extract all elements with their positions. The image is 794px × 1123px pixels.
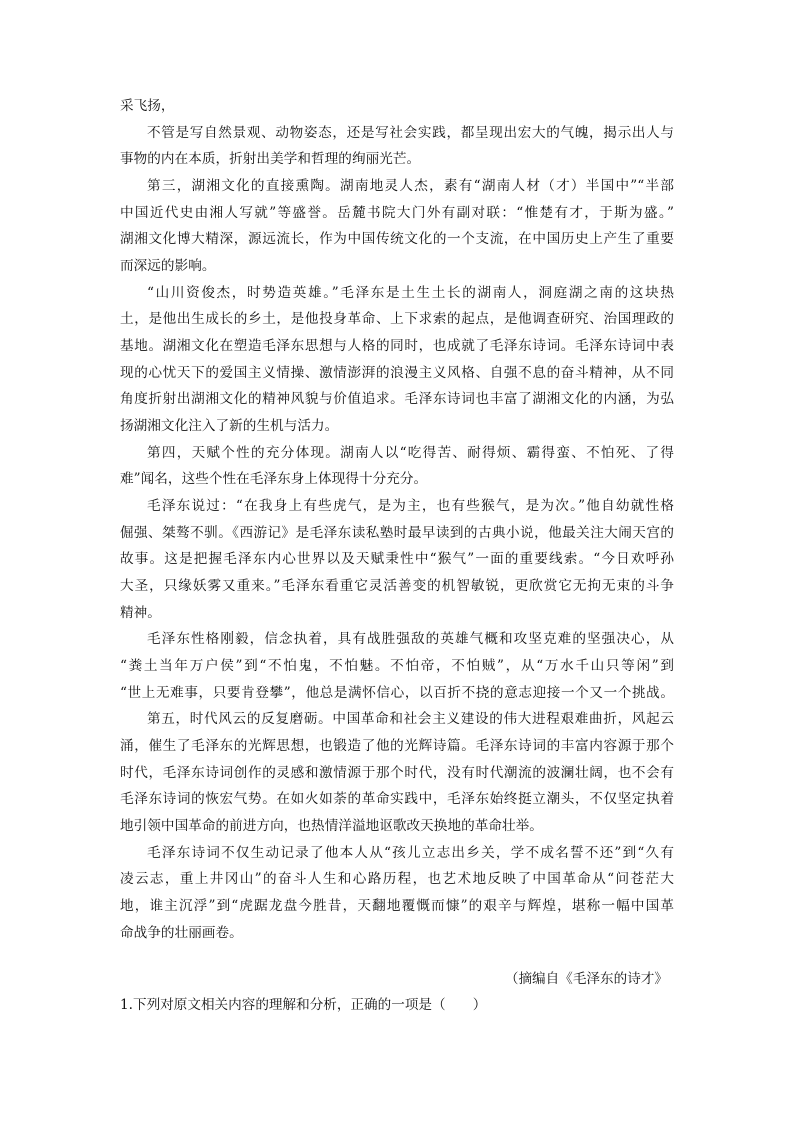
text-line: 而深远的影响。 xyxy=(120,258,216,274)
text-line: 毛泽东诗词的恢宏气势。在如火如荼的革命实践中，毛泽东始终挺立潮头，不仅坚定执着 xyxy=(120,791,674,807)
text-line: 中国近代史由湘人写就”等盛誉。岳麓书院大门外有副对联：“惟楚有才，于斯为盛。” xyxy=(120,205,674,221)
text-line: 故事。这是把握毛泽东内心世界以及天赋秉性中“猴气”一面的重要线索。“今日欢呼孙 xyxy=(120,551,674,567)
text-line: 角度折射出湖湘文化的精神风貌与价值追求。毛泽东诗词也丰富了湖湘文化的内涵，为弘 xyxy=(120,391,674,407)
text-line: 湖湘文化博大精深，源远流长，作为中国传统文化的一个支流，在中国历史上产生了重要 xyxy=(120,231,674,247)
text-line: “世上无难事，只要肯登攀”，他总是满怀信心，以百折不挠的意志迎接一个又一个挑战。 xyxy=(120,685,674,701)
text-line: 土，是他出生成长的乡土，是他投身革命、上下求索的起点，是他调查研究、治国理政的 xyxy=(120,311,674,327)
text-line: 采飞扬， xyxy=(120,98,175,114)
text-line: 涌，催生了毛泽东的光辉思想，也锻造了他的光辉诗篇。毛泽东诗词的丰富内容源于那个 xyxy=(120,738,674,754)
text-line: “山川资俊杰，时势造英雄。”毛泽东是土生土长的湖南人，洞庭湖之南的这块热 xyxy=(147,285,674,301)
text-line: “粪土当年万户侯”到“不怕鬼，不怕魅。不怕帝，不怕贼”，从“万水千山只等闲”到 xyxy=(120,658,674,674)
document-page xyxy=(120,94,674,1034)
text-line: 扬湖湘文化注入了新的生机与活力。 xyxy=(120,418,339,434)
text-line: 事物的内在本质，折射出美学和哲理的绚丽光芒。 xyxy=(120,151,421,167)
text-line: 第三，湖湘文化的直接熏陶。湖南地灵人杰，素有“湖南人材（才）半国中”“半部 xyxy=(147,178,674,194)
text-line: 凌云志，重上井冈山”的奋斗人生和心路历程，也艺术地反映了中国革命从“问苍茫大 xyxy=(120,871,674,887)
text-line: 地，谁主沉浮”到“虎踞龙盘今胜昔，天翻地覆慨而慷”的艰辛与辉煌，堪称一幅中国革 xyxy=(120,898,674,914)
text-line: 第五，时代风云的反复磨砺。中国革命和社会主义建设的伟大进程艰难曲折，风起云 xyxy=(147,711,674,727)
text-line: 大圣，只缘妖雾又重来。”毛泽东看重它灵活善变的机智敏锐，更欣赏它无拘无束的斗争 xyxy=(120,578,674,594)
text-line: 难”闻名，这些个性在毛泽东身上体现得十分充分。 xyxy=(120,471,428,487)
text-line: 不管是写自然景观、动物姿态，还是写社会实践，都呈现出宏大的气魄，揭示出人与 xyxy=(147,125,674,141)
text-line: 基地。湖湘文化在塑造毛泽东思想与人格的同时，也成就了毛泽东诗词。毛泽东诗词中表 xyxy=(120,338,674,354)
text-line: 命战争的壮丽画卷。 xyxy=(120,925,243,941)
text-line: 倔强、桀骜不驯。《西游记》是毛泽东读私塾时最早读到的古典小说，他最关注大闹天宫的 xyxy=(120,525,674,541)
text-line: 地引领中国革命的前进方向，也热情洋溢地讴歌改天换地的革命壮举。 xyxy=(120,818,543,834)
text-line: 毛泽东诗词不仅生动记录了他本人从“孩儿立志出乡关，学不成名誓不还”到“久有 xyxy=(147,845,674,861)
text-line: 毛泽东性格刚毅，信念执着，具有战胜强敌的英雄气概和攻坚克难的坚强决心，从 xyxy=(147,631,674,647)
text-line: 第四，天赋个性的充分体现。湖南人以“吃得苦、耐得烦、霸得蛮、不怕死、了得 xyxy=(147,445,674,461)
question-stem: 1.下列对原文相关内容的理解和分析，正确的一项是（ ） xyxy=(120,997,487,1013)
text-line: 精神。 xyxy=(120,605,161,621)
text-line: 毛泽东说过：“在我身上有些虎气，是为主，也有些猴气，是为次。”他自幼就性格 xyxy=(147,498,674,514)
text-line: 现的心忧天下的爱国主义情操、激情澎湃的浪漫主义风格、自强不息的奋斗精神，从不同 xyxy=(120,365,674,381)
source-citation: （摘编自《毛泽东的诗才》 xyxy=(504,971,668,987)
text-line: 时代，毛泽东诗词创作的灵感和激情源于那个时代，没有时代潮流的波澜壮阔，也不会有 xyxy=(120,765,674,781)
